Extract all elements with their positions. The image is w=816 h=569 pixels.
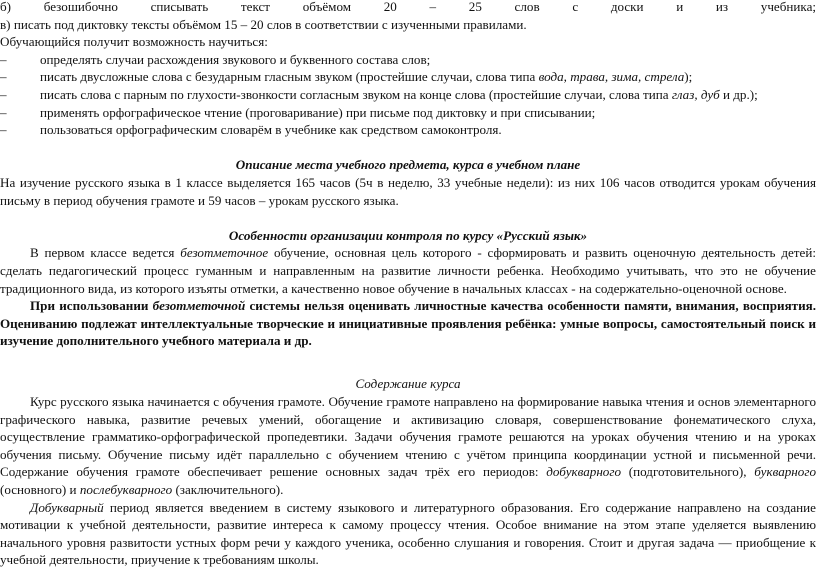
intro-line-v: в) писать под диктовку тексты объёмом 15 – 20 слов в соответствии с изученными правилами.: [0, 16, 527, 32]
list-item-end: и др.);: [719, 86, 758, 102]
control-paragraph-1: [0, 244, 816, 297]
place-paragraph: На изучение русского языка в 1 классе выделяется 165 часов (5ч в неделю, 33 учебные недели): из них 106 часов отводится урокам обучения письму в период обучения грамоте и 59 часов – урокам русского языка.: [0, 174, 816, 208]
content-p1-mid2: (основного) и: [0, 482, 80, 498]
section-heading-place: Описание места учебного предмета, курса в учебном плане: [235, 157, 581, 173]
intro-line-b-word: с: [572, 0, 579, 14]
control-paragraph-2: [0, 297, 816, 350]
intro-line-b: [0, 0, 816, 16]
intro-line-b-word: –: [429, 0, 437, 14]
section-heading-content: Содержание курса: [355, 376, 461, 392]
list-item: [0, 51, 816, 69]
intro-line-b-word: слов: [514, 0, 540, 14]
intro-line-b-word: безошибочно: [43, 0, 118, 14]
list-item: [0, 121, 816, 139]
list-item-examples: вода, трава, зима, стрела: [538, 69, 685, 85]
content-period-3: послебукварного: [79, 482, 173, 498]
content-paragraph-1: [0, 393, 816, 499]
spacer: [0, 350, 816, 368]
intro-line-b-start: б): [0, 0, 12, 14]
intro-line-b-word: списывать: [150, 0, 209, 14]
list-dash: –: [0, 51, 7, 67]
content-p1-end: (заключительного).: [172, 482, 284, 498]
intro-line-b-word: 25: [468, 0, 482, 14]
intro-line-b-word: и: [676, 0, 684, 14]
spacer: [0, 209, 816, 227]
spacer: [0, 139, 816, 157]
control-p2-rest: системы нельзя оценивать личностные качества особенности памяти, внимания, восприятия. Оцениванию подлежат интеллектуальные творческие и инициативные проявления ребёнка: умные вопросы, самостоятельный поиск и изучение дополнительного учебного материала и др.: [0, 298, 816, 349]
content-period-2: букварного: [754, 464, 816, 480]
list-item-text: определять случаи расхождения звукового и буквенного состава слов;: [40, 51, 431, 67]
list-dash: –: [0, 86, 7, 102]
control-p1-term: безотметочное: [180, 245, 269, 261]
list-item: [0, 104, 816, 122]
control-p1-rest: обучение, основная цель которого - сформировать и развить оценочную деятельность детей: сделать педагогический процесс гуманным и направленным на развитие личности ребенка. Необходимо учитывать, что это не обучение традиционного вида, из которого изъяты отметки, а качественно новое обучение в начальных классах - на содержательно-оценочной основе.: [0, 245, 816, 296]
intro-line-b-word: доски: [610, 0, 644, 14]
content-paragraph-2: [0, 499, 816, 569]
spacer: [0, 367, 816, 375]
intro-line-b-word: текст: [240, 0, 271, 14]
intro-line-b-word: учебника;: [760, 0, 816, 14]
list-item-examples: глаз, дуб: [671, 86, 720, 102]
content-p1-start: Курс русского языка начинается с обучения грамоте. Обучение грамоте направлено на формирование навыка чтения и основ элементарного графического навыка, развитие речевых умений, обогащение и активизацию словаря, совершенствование фонематического слуха, осуществление грамматико-орфографической пропедевтики. Задачи обучения грамоте решаются на уроках обучения чтению и на уроках обучения письму. Обучение письму идёт параллельно с обучением чтению с учётом принципа координации устной и письменной речи. Содержание обучения грамоте обеспечивает решение основных задач трёх его периодов:: [0, 394, 816, 480]
intro-line-b-word: объёмом: [302, 0, 352, 14]
list-dash: –: [0, 122, 7, 138]
list-item-text: применять орфографическое чтение (проговаривание) при письме под диктовку и при списывании;: [40, 104, 596, 120]
list-item-text: писать слова с парным по глухости-звонкости согласным звуком на конце слова (простейшие случаи, слова типа: [40, 86, 672, 102]
intro-line-b-word: из: [715, 0, 729, 14]
list-item: [0, 68, 816, 86]
opportunity-heading: Обучающийся получит возможность научиться:: [0, 34, 268, 50]
content-p2-term: Добукварный: [30, 499, 104, 515]
list-item-text: писать двусложные слова с безударным гласным звуком (простейшие случаи, слова типа: [40, 69, 539, 85]
list-item-text: пользоваться орфографическим словарём в учебнике как средством самоконтроля.: [40, 122, 502, 138]
list-dash: –: [0, 104, 7, 120]
control-p1-start: В первом классе ведется: [30, 245, 181, 261]
content-p2-rest: период является введением в систему языкового и литературного образования. Его содержание направлено на создание мотивации к учебной деятельности, развитие интереса к самому процессу чтения. Особое внимание на этом этапе уделяется выявлению начального уровня развитости устных форм речи у каждого ученика, особенно слушания и говорения. Стоит и другая задача — приобщение к учебной деятельности, приучение к требованиям школы.: [0, 499, 816, 568]
list-item-end: );: [684, 69, 693, 85]
list-dash: –: [0, 69, 7, 85]
content-p1-mid1: (подготовительного),: [621, 464, 755, 480]
section-heading-control: Особенности организации контроля по курсу «Русский язык»: [228, 227, 588, 243]
list-item: [0, 86, 816, 104]
control-p2-term: безотметочной: [152, 298, 246, 314]
content-period-1: добукварного: [546, 464, 622, 480]
intro-line-b-word: 20: [383, 0, 397, 14]
control-p2-start: При использовании: [30, 298, 153, 314]
